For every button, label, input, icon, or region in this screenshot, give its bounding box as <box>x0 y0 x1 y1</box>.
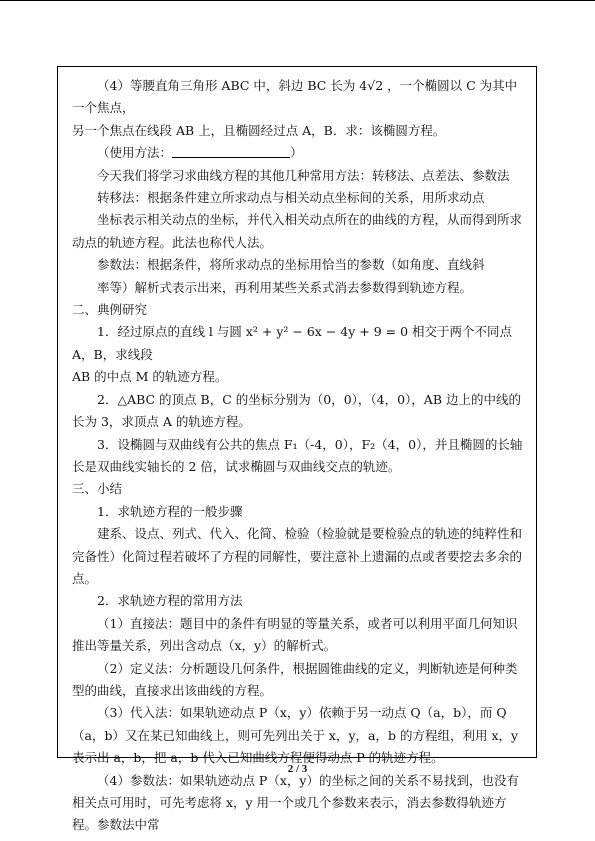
usage-blank <box>172 145 290 158</box>
page-top-rule <box>0 0 595 1</box>
line-parameter-method: （4）参数法：如果轨迹动点 P（x，y）的坐标之间的关系不易找到，也没有相关点可用时，可先考虑将 x，y 用一个或几个参数来表示，消去参数得轨迹方程。参数法中常 <box>72 772 519 833</box>
line-example-4: （4）等腰直角三角形 ABC 中，斜边 BC 长为 4√2 ，一个椭圆以 C 为其中一个焦点， <box>72 78 518 116</box>
line-example-4-cont: 另一个焦点在线段 AB 上，且椭圆经过点 A，B．求：该椭圆方程。 <box>72 122 446 138</box>
line-param-method-cont: 率等）解析式表示出来，再利用某些关系式消去参数得到轨迹方程。 <box>97 279 473 295</box>
content-body <box>58 67 536 837</box>
line-direct-method: （1）直接法：题目中的条件有明显的等量关系，或者可以利用平面几何知识推出等量关系，列出含动点（x，y）的解析式。 <box>72 615 518 654</box>
line-transfer-method: 转移法：根据条件建立所求动点与相关动点坐标间的关系，用所求动点 <box>97 190 485 206</box>
line-intro-methods: 今天我们将学习求曲线方程的其他几种常用方法：转移法、点差法、参数法 <box>97 167 510 183</box>
line-problem-1-cont: AB 的中点 M 的轨迹方程。 <box>72 369 228 385</box>
usage-close: ） <box>290 145 303 161</box>
section-heading-summary: 三、小结 <box>72 481 123 497</box>
page-number: 2 / 3 <box>287 763 308 775</box>
section-heading-examples: 二、典例研究 <box>72 302 148 318</box>
usage-label: （使用方法： <box>97 145 173 161</box>
line-summary-2: 2．求轨迹方程的常用方法 <box>97 593 243 609</box>
line-transfer-method-cont: 坐标表示相关动点的坐标，并代入相关动点所在的曲线的方程，从而得到所求动点的轨迹方程。此法也称代人法。 <box>72 212 523 250</box>
line-substitution-method: （3）代入法：如果轨迹动点 P（x，y）依赖于另一动点 Q（a，b），而 Q（a，b）又在某已知曲线上，则可先列出关于 x，y，a，b 的方程组，利用 x，y 表示出 a，b，把 a，b 代入已知曲线方程便得动点 P 的轨迹方程。 <box>72 705 519 766</box>
line-summary-steps: 建系、设点、列式、代入、化简、检验（检验就是要检验点的轨迹的纯粹性和完备性）化简过程若破坏了方程的同解性，要注意补上遗漏的点或者要挖去多余的点。 <box>72 526 523 586</box>
line-param-method: 参数法：根据条件，将所求动点的坐标用恰当的参数（如角度、直线斜 <box>97 257 485 273</box>
line-method-usage <box>72 142 526 164</box>
line-definition-method: （2）定义法：分析题设几何条件，根据圆锥曲线的定义，判断轨迹是何种类型的曲线，直接求出该曲线的方程。 <box>72 660 518 698</box>
line-problem-3: 3．设椭圆与双曲线有公共的焦点 F₁（-4，0），F₂（4，0），并且椭圆的长轴长是双曲线实轴长的 2 倍，试求椭圆与双曲线交点的轨迹。 <box>72 436 523 474</box>
line-problem-2: 2．△ABC 的顶点 B，C 的坐标分别为（0，0），（4，0），AB 边上的中线的长为 3，求顶点 A 的轨迹方程。 <box>72 391 521 430</box>
line-problem-1: 1．经过原点的直线 l 与圆 x² + y² − 6x − 4y + 9 = 0 相交于两个不同点 A，B，求线段 <box>72 324 513 362</box>
line-summary-1: 1．求轨迹方程的一般步骤 <box>97 503 243 519</box>
